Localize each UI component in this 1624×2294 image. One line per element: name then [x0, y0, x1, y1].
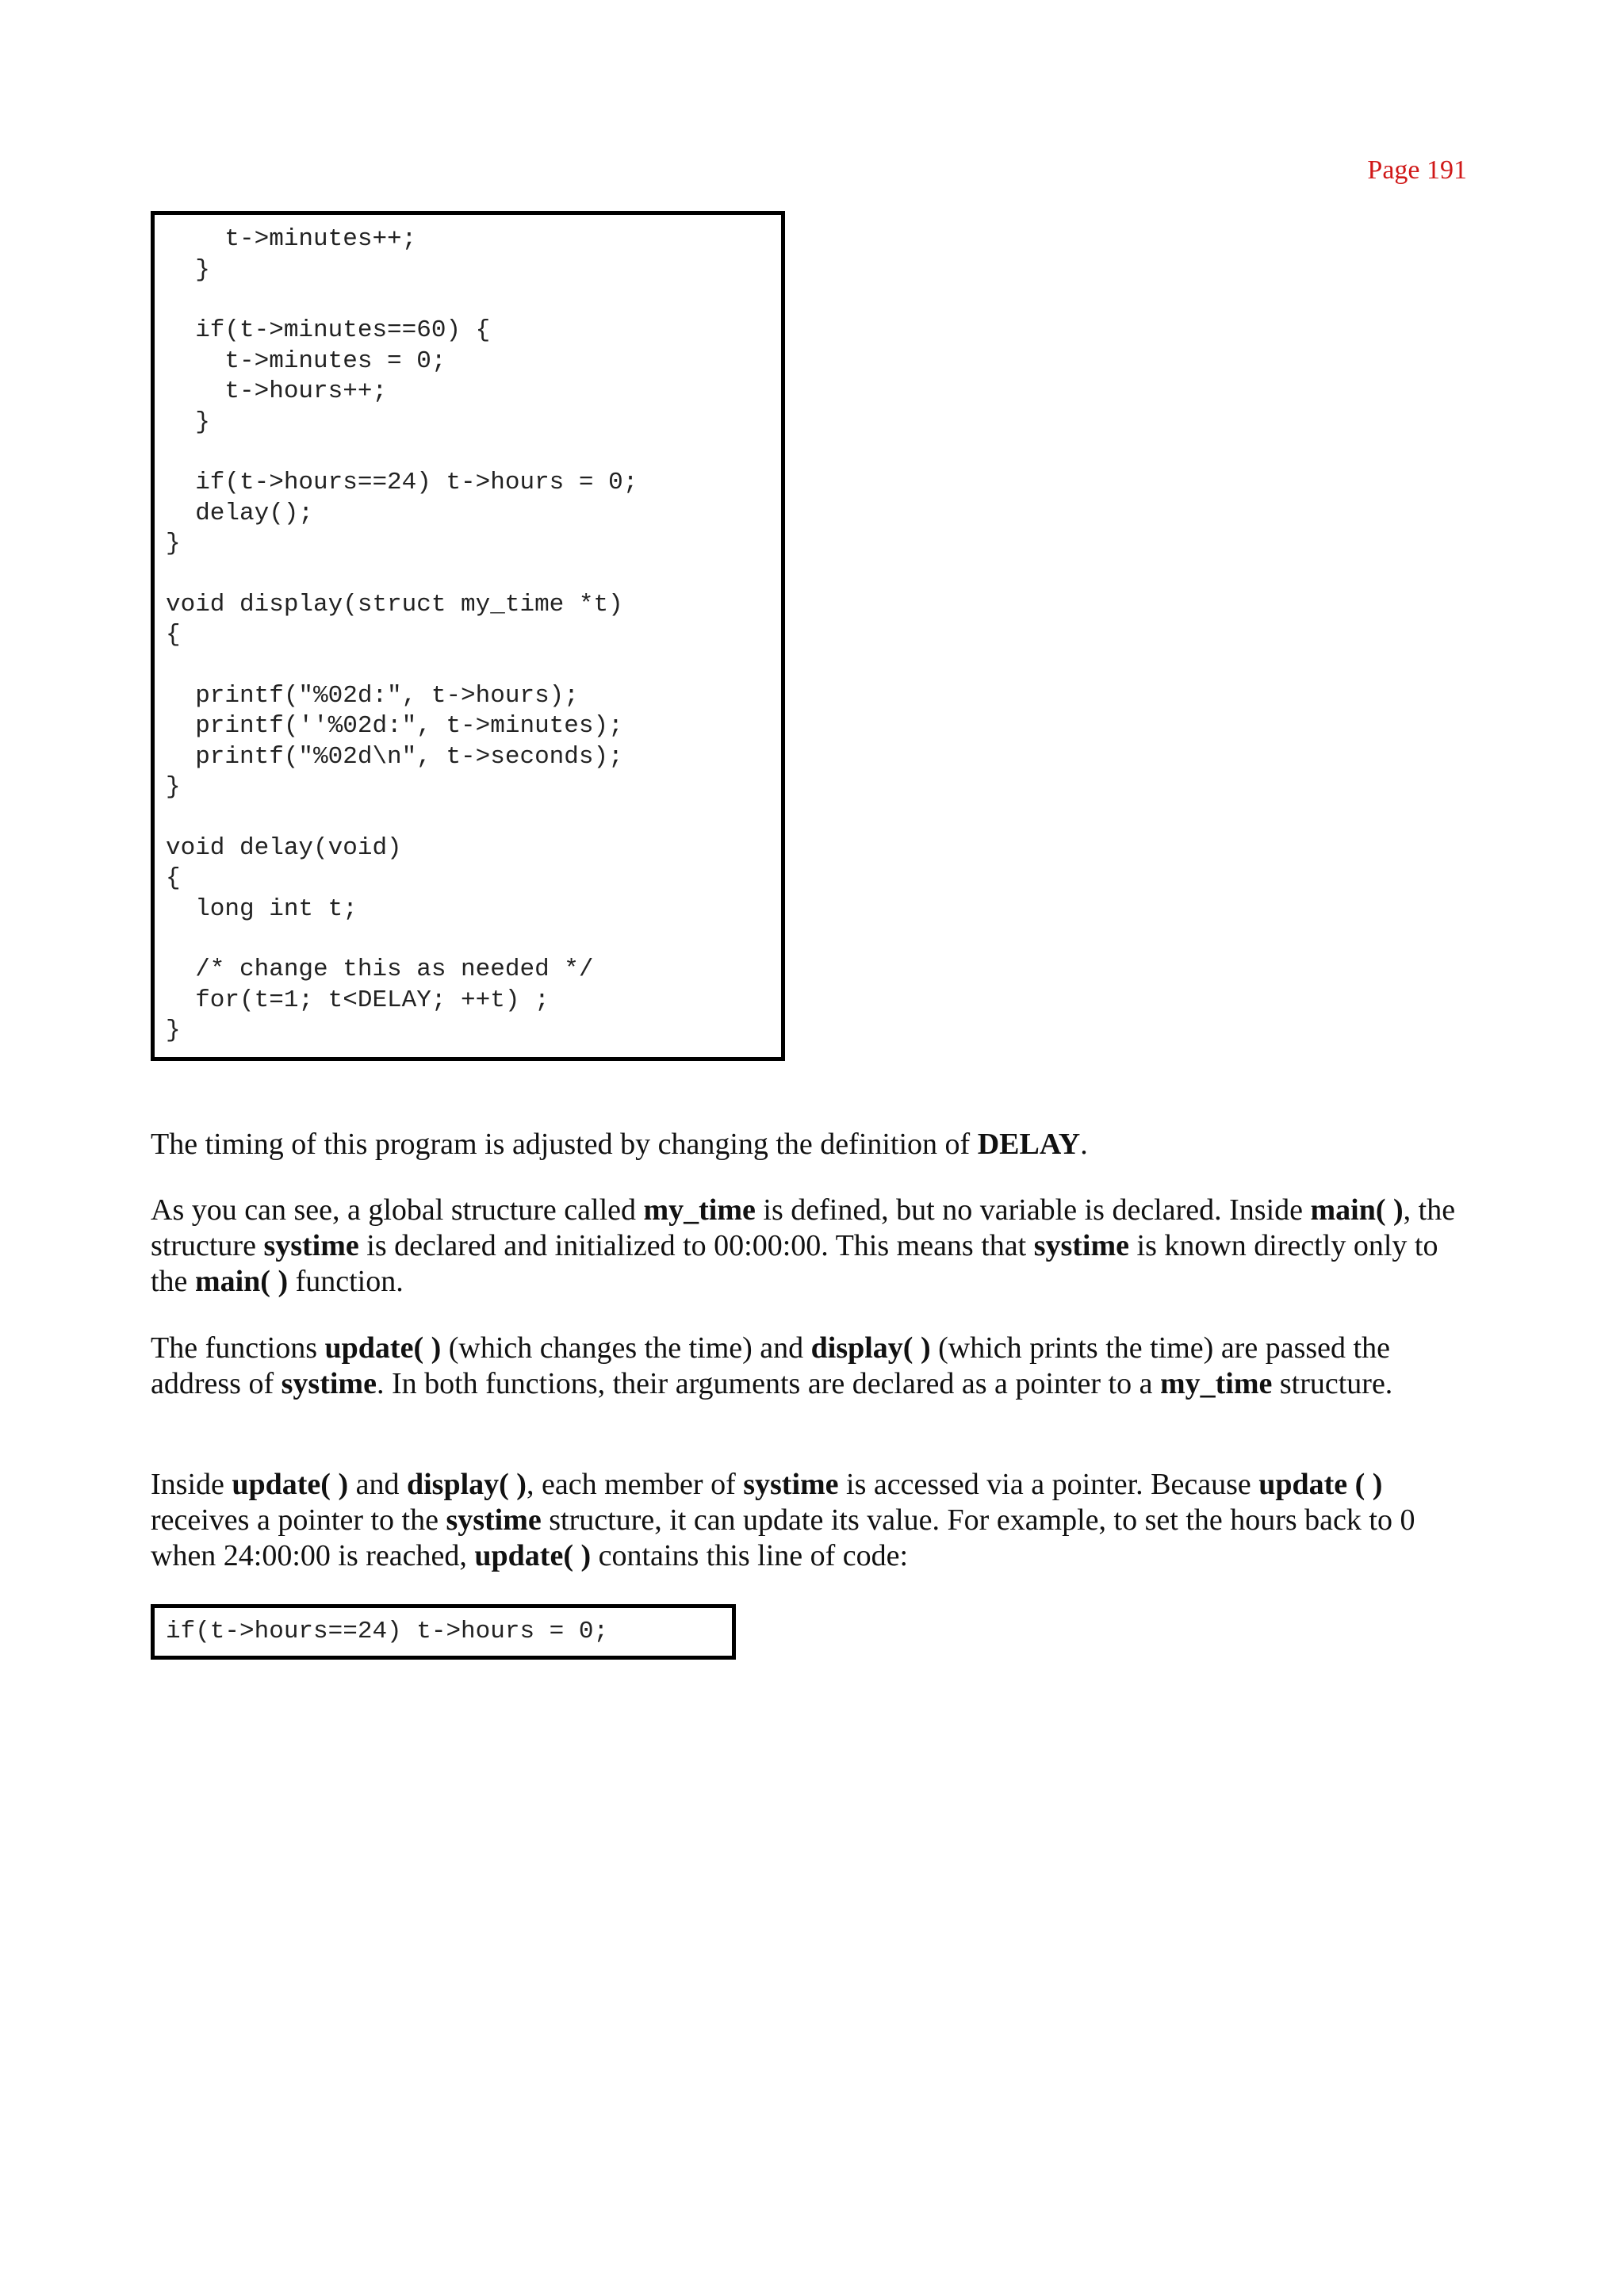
- code-line: }: [166, 408, 210, 436]
- bold-term: systime: [1033, 1229, 1130, 1262]
- text-run: , the structure: [151, 1193, 1456, 1262]
- code-line: printf("%02d\n", t->seconds);: [166, 742, 623, 771]
- text-run: function.: [288, 1265, 404, 1298]
- code-line: void delay(void): [166, 833, 402, 862]
- code-line: for(t=1; t<DELAY; ++t) ;: [166, 986, 550, 1014]
- text-run: structure, it can update its value. For example, to set the hours back to 0 when 24:00:00 is reached,: [151, 1503, 1415, 1572]
- bold-term: systime: [281, 1367, 377, 1400]
- bold-term: my_time: [1159, 1367, 1273, 1400]
- bold-term: update ( ): [1258, 1468, 1383, 1501]
- text-run: , each member of: [526, 1468, 744, 1501]
- text-run: structure.: [1272, 1367, 1393, 1400]
- code-listing: [151, 211, 785, 1061]
- bold-term: update( ): [474, 1539, 592, 1572]
- code-line: [166, 438, 781, 468]
- code-line: if(t->minutes==60) {: [166, 316, 491, 344]
- code-line: {: [166, 621, 181, 649]
- text-run: (which prints the time) are passed the address of: [151, 1331, 1390, 1400]
- text-run: .: [1080, 1128, 1088, 1161]
- paragraph-delay-note: [151, 1127, 1467, 1162]
- bold-term: main( ): [194, 1265, 289, 1298]
- paragraph-global-structure: [151, 1193, 1467, 1300]
- text-run: (which changes the time) and: [441, 1331, 811, 1365]
- code-line: t->minutes++;: [166, 225, 417, 253]
- code-line: {: [166, 864, 181, 892]
- code-line: if(t->hours==24) t->hours = 0;: [166, 1618, 609, 1645]
- code-line: delay();: [166, 499, 314, 527]
- text-run: As you can see, a global structure called: [151, 1193, 644, 1227]
- code-line: }: [166, 530, 181, 557]
- code-line: [166, 803, 781, 833]
- page-number: Page 191: [1367, 155, 1467, 185]
- code-line: [166, 560, 781, 590]
- bold-term: display( ): [810, 1331, 931, 1365]
- code-line: }: [166, 255, 210, 284]
- text-run: receives a pointer to the: [151, 1503, 446, 1537]
- bold-term: update( ): [324, 1331, 442, 1365]
- bold-term: my_time: [643, 1193, 756, 1227]
- code-line: [166, 925, 781, 955]
- bold-term: DELAY: [977, 1128, 1081, 1161]
- bold-term: systime: [446, 1503, 542, 1537]
- code-line: [166, 285, 781, 316]
- text-run: is declared and initialized to 00:00:00. This means that: [358, 1229, 1034, 1262]
- code-line: printf("%02d:", t->hours);: [166, 681, 579, 710]
- code-line: long int t;: [166, 894, 358, 923]
- text-run: is accessed via a pointer. Because: [838, 1468, 1259, 1501]
- text-run: . In both functions, their arguments are declared as a pointer to a: [376, 1367, 1160, 1400]
- bold-term: update( ): [232, 1468, 349, 1501]
- text-run: contains this line of code:: [591, 1539, 909, 1572]
- text-run: Inside: [151, 1468, 232, 1501]
- text-run: The functions: [151, 1331, 325, 1365]
- code-line: t->minutes = 0;: [166, 347, 446, 375]
- bold-term: main( ): [1310, 1193, 1404, 1227]
- text-run: is defined, but no variable is declared. Inside: [755, 1193, 1311, 1227]
- code-line: }: [166, 1017, 181, 1044]
- bold-term: systime: [743, 1468, 839, 1501]
- bold-term: display( ): [406, 1468, 527, 1501]
- text-run: and: [348, 1468, 407, 1501]
- code-snippet: [151, 1604, 736, 1660]
- bold-term: systime: [263, 1229, 359, 1262]
- code-line: /* change this as needed */: [166, 956, 594, 983]
- code-line: t->hours++;: [166, 377, 388, 405]
- code-line: void display(struct my_time *t): [166, 590, 623, 618]
- code-line: if(t->hours==24) t->hours = 0;: [166, 469, 638, 496]
- code-line: [166, 651, 781, 681]
- code-line: printf(''%02d:", t->minutes);: [166, 712, 623, 740]
- text-run: The timing of this program is adjusted by changing the definition of: [151, 1128, 978, 1161]
- code-line: }: [166, 773, 181, 801]
- paragraph-pointer-access: [151, 1467, 1467, 1574]
- text-run: is known directly only to the: [151, 1229, 1438, 1298]
- paragraph-functions: [151, 1331, 1467, 1402]
